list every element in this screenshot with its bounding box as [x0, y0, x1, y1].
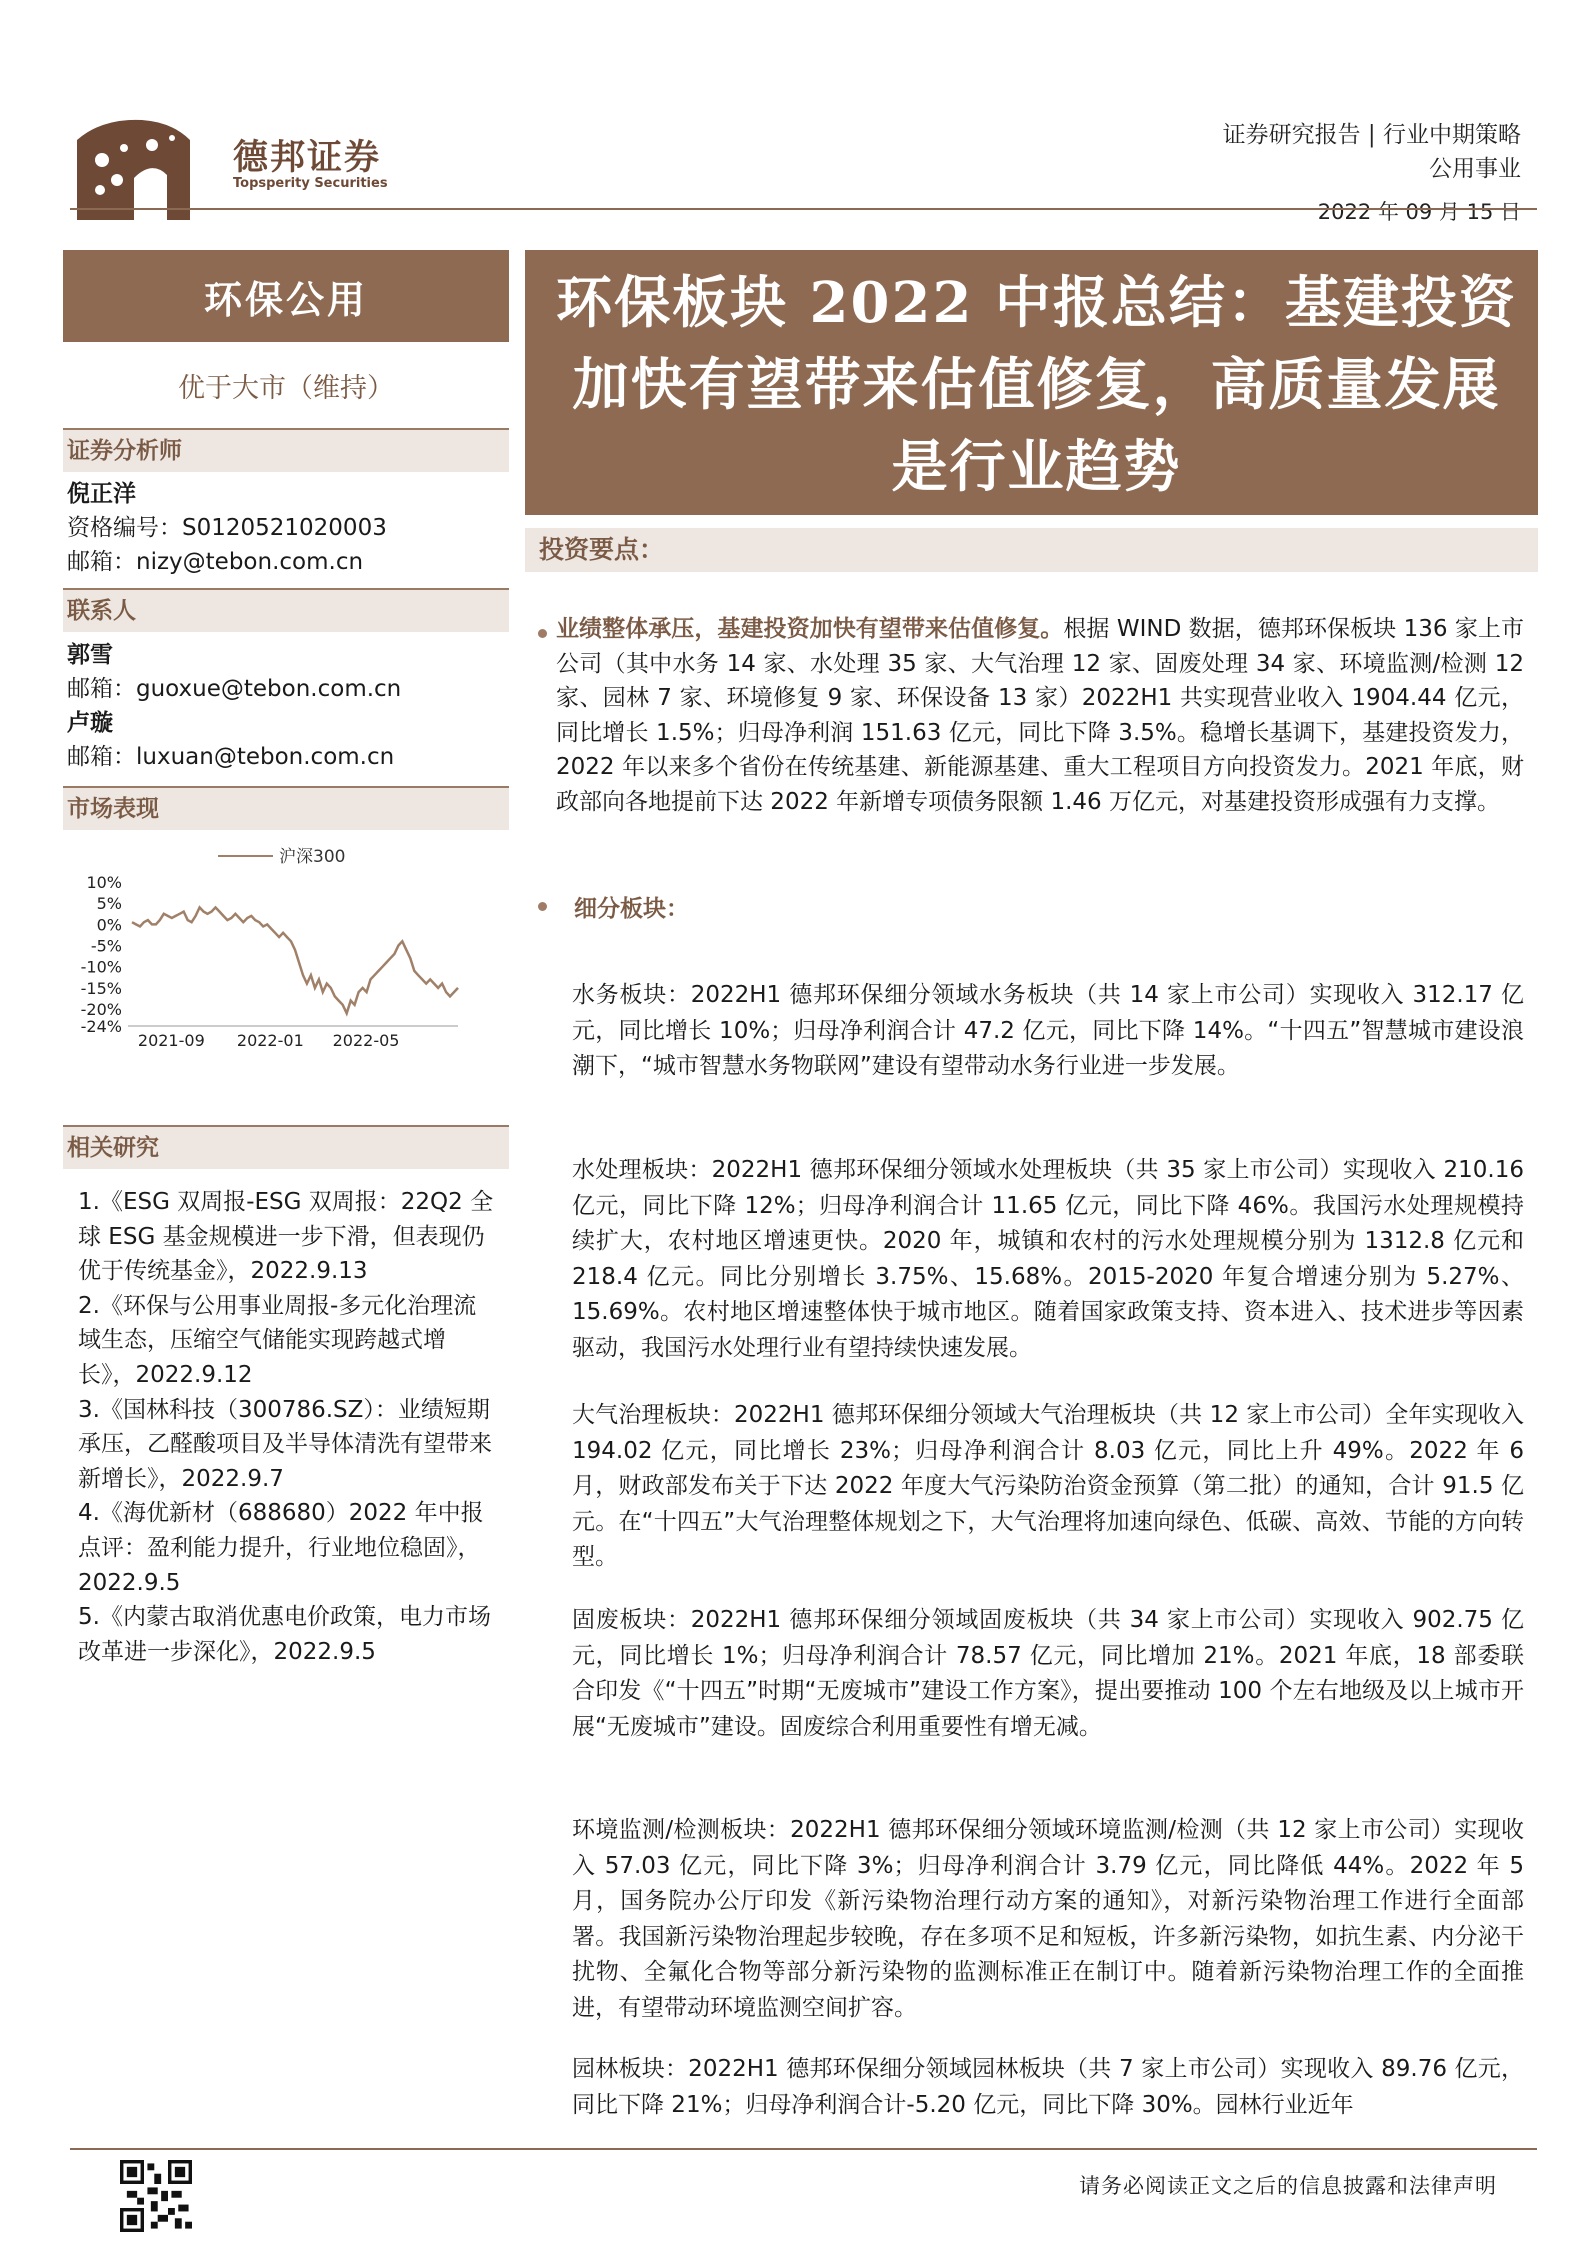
header-divider	[70, 208, 1537, 210]
contact-email: 邮箱：guoxue@tebon.com.cn	[67, 676, 402, 702]
x-tick-label: 2021-09	[137, 1031, 205, 1050]
market-section-head: 市场表现	[63, 786, 509, 830]
analyst-name: 倪正洋	[67, 481, 136, 507]
invest-points-head: 投资要点：	[525, 528, 1538, 572]
company-name-cn: 德邦证券	[233, 138, 382, 178]
title-banner	[525, 250, 1538, 515]
y-axis	[81, 873, 458, 1036]
segment-paragraph: 环境监测/检测板块：2022H1 德邦环保细分领域环境监测/检测（共 12 家上市公司）实现收入 57.03 亿元，同比下降 3%；归母净利润合计 3.79 亿元，同比降低 44%。2022 年 5 月，国务院办公厅印发《新污染物治理行动方案的通知》，对新污染物治理工作进行全面部署。我国新污染物治理起步较晚，存在多项不足和短板，许多新污染物，如抗生素、内分泌干扰物、全氟化合物等部分新污染物的监测标准正在制订中。随着新污染物治理工作的全面推进，有望带动环境监测空间扩容。	[572, 1817, 1524, 2021]
related-item[interactable]: 3.《国林科技（300786.SZ）：业绩短期承压，乙醛酸项目及半导体清洗有望带来新增长》，2022.9.7	[78, 1396, 492, 1492]
segment-paragraph: 固废板块：2022H1 德邦环保细分领域固废板块（共 34 家上市公司）实现收入 902.75 亿元，同比增长 1%；归母净利润合计 78.57 亿元，同比增加 21%。2021 年底，18 部委联合印发《“十四五”时期“无废城市”建设工作方案》，提出要推动 100 个左右地级及以上城市开展“无废城市”建设。固废综合利用重要性有增无减。	[572, 1607, 1524, 1740]
sector-label: 环保公用	[63, 250, 509, 342]
y-tick-label: -15%	[80, 978, 122, 998]
footer-divider	[70, 2148, 1537, 2150]
related-item[interactable]: 1.《ESG 双周报-ESG 双周报：22Q2 全球 ESG 基金规模进一步下滑，但表现仍优于传统基金》，2022.9.13	[78, 1189, 494, 1285]
disclaimer-text: 请务必阅读正文之后的信息披露和法律声明	[1079, 2174, 1497, 2198]
segment-paragraph: 水处理板块：2022H1 德邦环保细分领域水处理板块（共 35 家上市公司）实现收入 210.16 亿元，同比下降 12%；归母净利润合计 11.65 亿元，同比下降 46%。我国污水处理规模持续扩大，农村地区增速更快。2020 年，城镇和农村的污水处理规模分别为 1312.8 亿元和 218.4 亿元。同比分别增长 3.75%、15.68%。2015-2020 年复合增速分别为 5.27%、15.69%。农村地区增速整体快于城市地区。随着国家政策支持、资本进入、技术进步等因素驱动，我国污水处理行业有望持续快速发展。	[572, 1157, 1524, 1361]
bullet-icon	[538, 902, 547, 911]
y-tick-label: -10%	[80, 957, 122, 977]
y-tick-label: 10%	[86, 873, 122, 892]
analyst-email: 邮箱：nizy@tebon.com.cn	[67, 549, 364, 575]
segment-paragraph: 水务板块：2022H1 德邦环保细分领域水务板块（共 14 家上市公司）实现收入 312.17 亿元，同比增长 10%；归母净利润合计 47.2 亿元，同比下降 14%。“十四五”智慧城市建设浪潮下，“城市智慧水务物联网”建设有望带动水务行业进一步发展。	[572, 982, 1524, 1079]
contact-email: 邮箱：luxuan@tebon.com.cn	[67, 744, 395, 770]
summary-paragraph	[556, 612, 1524, 819]
report-type-block	[1223, 118, 1521, 186]
bullet-icon	[538, 629, 547, 638]
report-type: 证券研究报告 | 行业中期策略	[1222, 122, 1521, 148]
contact-section-head: 联系人	[63, 588, 509, 632]
analyst-section-head: 证券分析师	[63, 428, 509, 472]
x-tick-label: 2022-01	[236, 1031, 304, 1050]
y-tick-label: 0%	[96, 915, 122, 935]
y-tick-label: -24%	[80, 1017, 122, 1036]
y-tick-label: -20%	[80, 1000, 122, 1020]
x-tick-label: 2022-05	[332, 1031, 400, 1050]
summary-lead: 业绩整体承压，基建投资加快有望带来估值修复。	[556, 616, 1064, 642]
series-line-hs300	[132, 907, 458, 1013]
report-title: 环保板块 2022 中报总结：基建投资加快有望带来估值修复，高质量发展是行业趋势	[556, 270, 1517, 500]
related-item[interactable]: 5.《内蒙古取消优惠电价政策，电力市场改革进一步深化》，2022.9.5	[78, 1604, 491, 1665]
summary-text: 根据 WIND 数据，德邦环保板块 136 家上市公司（其中水务 14 家、水处理 35 家、大气治理 12 家、固废处理 34 家、环境监测/检测 12 家、园林 7 家、环境修复 9 家、环保设备 13 家）2022H1 共实现营业收入 1904.44 亿元，同比增长 1.5%；归母净利润 151.63 亿元，同比下降 3.5%。稳增长基调下，基建投资发力，2022 年以来多个省份在传统基建、新能源基建、重大工程项目方向投资发力。2021 年底，财政部向各地提前下达 2022 年新增专项债务限额 1.46 万亿元，对基建投资形成强有力支撑。	[556, 616, 1524, 815]
y-tick-label: -5%	[90, 936, 122, 956]
segment-paragraph: 园林板块：2022H1 德邦环保细分领域园林板块（共 7 家上市公司）实现收入 89.76 亿元，同比下降 21%；归母净利润合计-5.20 亿元，同比下降 30%。园林行业近年	[572, 2056, 1524, 2118]
related-item[interactable]: 2.《环保与公用事业周报-多元化治理流域生态，压缩空气储能实现跨越式增长》，2022.9.12	[78, 1292, 477, 1388]
rating-label: 优于大市（维持）	[178, 373, 394, 404]
segments-head: 细分板块：	[574, 896, 689, 922]
company-logo	[72, 110, 197, 220]
x-axis	[138, 1031, 400, 1050]
report-date: 2022 年 09 月 15 日	[1317, 200, 1521, 224]
segment-paragraph: 大气治理板块：2022H1 德邦环保细分领域大气治理板块（共 12 家上市公司）全年实现收入 194.02 亿元，同比增长 23%；归母净利润合计 8.03 亿元，同比上升 49%。2022 年 6 月，财政部发布关于下达 2022 年度大气污染防治资金预算（第二批）的通知，合计 91.5 亿元。在“十四五”大气治理整体规划之下，大气治理将加速向绿色、低碳、高效、节能的方向转型。	[572, 1402, 1524, 1570]
legend-label: 沪深300	[279, 847, 346, 867]
contact-name: 郭雪	[67, 642, 113, 668]
qr-code-icon	[120, 2160, 192, 2232]
related-research-list	[78, 1185, 498, 1669]
industry-label: 公用事业	[1429, 156, 1521, 182]
related-section-head: 相关研究	[63, 1125, 509, 1169]
market-performance-chart	[63, 840, 509, 1060]
y-tick-label: 5%	[96, 894, 122, 914]
contact-name: 卢璇	[67, 710, 113, 736]
company-name-en: Topsperity Securities	[233, 176, 388, 191]
analyst-cert: 资格编号：S0120521020003	[67, 515, 387, 541]
related-item[interactable]: 4.《海优新材（688680）2022 年中报点评：盈利能力提升，行业地位稳固》，2022.9.5	[78, 1500, 484, 1596]
